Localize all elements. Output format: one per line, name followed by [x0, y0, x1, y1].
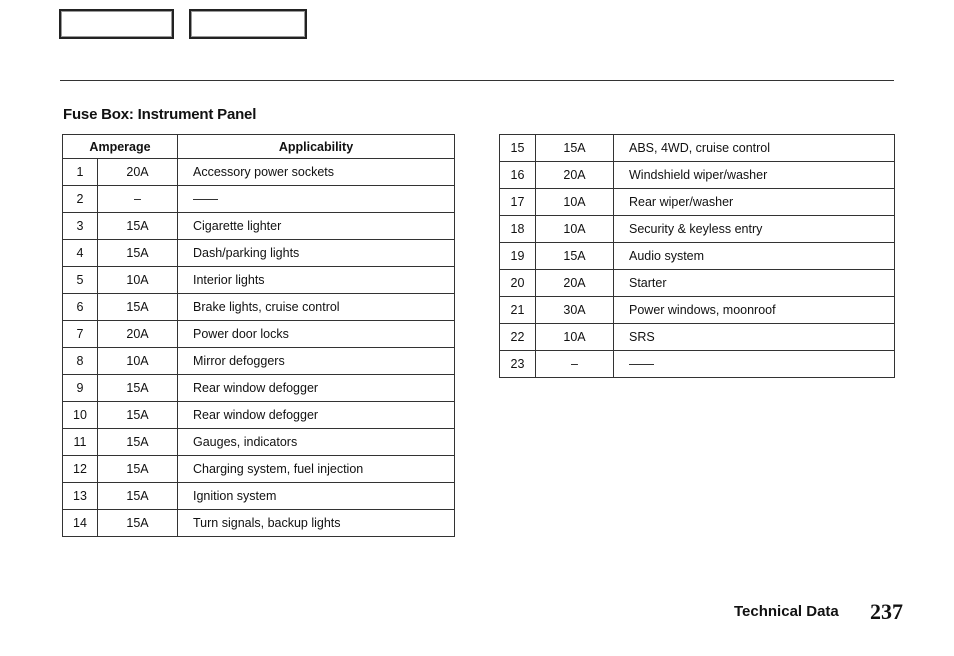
fuse-applicability: —— — [614, 351, 895, 378]
fuse-number: 2 — [63, 186, 98, 213]
table-row — [500, 216, 895, 243]
table-header-row — [63, 135, 455, 159]
fuse-number: 1 — [63, 159, 98, 186]
table-row — [500, 189, 895, 216]
fuse-applicability: Cigarette lighter — [178, 213, 455, 240]
table-row — [63, 213, 455, 240]
table-row — [63, 402, 455, 429]
fuse-number: 11 — [63, 429, 98, 456]
page-number: 237 — [870, 599, 903, 624]
nav-button-left[interactable] — [59, 9, 174, 39]
fuse-number: 16 — [500, 162, 536, 189]
fuse-number: 22 — [500, 324, 536, 351]
fuse-amperage: 15A — [98, 240, 178, 267]
fuse-applicability: ABS, 4WD, cruise control — [614, 135, 895, 162]
header-amperage: Amperage — [63, 135, 178, 159]
fuse-amperage: 15A — [98, 456, 178, 483]
fuse-applicability: Security & keyless entry — [614, 216, 895, 243]
fuse-number: 6 — [63, 294, 98, 321]
fuse-applicability: Power door locks — [178, 321, 455, 348]
fuse-applicability: SRS — [614, 324, 895, 351]
table-row — [500, 351, 895, 378]
table-row — [500, 270, 895, 297]
fuse-number: 5 — [63, 267, 98, 294]
fuse-number: 17 — [500, 189, 536, 216]
header-divider — [60, 80, 894, 81]
fuse-amperage: 15A — [536, 243, 614, 270]
fuse-applicability: Rear window defogger — [178, 402, 455, 429]
fuse-applicability: Rear wiper/washer — [614, 189, 895, 216]
fuse-amperage: 10A — [536, 216, 614, 243]
fuse-applicability: Charging system, fuel injection — [178, 456, 455, 483]
fuse-table-right — [499, 134, 895, 378]
table-row — [63, 267, 455, 294]
fuse-applicability: Audio system — [614, 243, 895, 270]
fuse-applicability: Rear window defogger — [178, 375, 455, 402]
fuse-amperage: – — [98, 186, 178, 213]
fuse-number: 8 — [63, 348, 98, 375]
fuse-number: 12 — [63, 456, 98, 483]
fuse-applicability: Interior lights — [178, 267, 455, 294]
fuse-number: 13 — [63, 483, 98, 510]
fuse-applicability: Mirror defoggers — [178, 348, 455, 375]
fuse-number: 7 — [63, 321, 98, 348]
fuse-applicability: Starter — [614, 270, 895, 297]
table-row — [63, 429, 455, 456]
fuse-number: 14 — [63, 510, 98, 537]
fuse-amperage: 20A — [98, 321, 178, 348]
table-row — [500, 135, 895, 162]
table-row — [500, 243, 895, 270]
fuse-number: 4 — [63, 240, 98, 267]
fuse-number: 20 — [500, 270, 536, 297]
fuse-amperage: 10A — [98, 348, 178, 375]
fuse-number: 18 — [500, 216, 536, 243]
fuse-applicability: Dash/parking lights — [178, 240, 455, 267]
table-row — [63, 240, 455, 267]
fuse-amperage: 15A — [98, 375, 178, 402]
header-applicability: Applicability — [178, 135, 455, 159]
table-row — [63, 348, 455, 375]
table-row — [63, 375, 455, 402]
fuse-number: 23 — [500, 351, 536, 378]
table-row — [500, 297, 895, 324]
fuse-number: 3 — [63, 213, 98, 240]
nav-button-right[interactable] — [189, 9, 307, 39]
table-row — [63, 483, 455, 510]
fuse-amperage: 10A — [536, 189, 614, 216]
table-row — [63, 456, 455, 483]
fuse-amperage: 15A — [98, 429, 178, 456]
fuse-amperage: 20A — [536, 162, 614, 189]
fuse-amperage: 15A — [98, 483, 178, 510]
table-row — [500, 324, 895, 351]
fuse-amperage: 15A — [98, 294, 178, 321]
fuse-amperage: 30A — [536, 297, 614, 324]
fuse-amperage: – — [536, 351, 614, 378]
fuse-amperage: 20A — [536, 270, 614, 297]
fuse-applicability: Windshield wiper/washer — [614, 162, 895, 189]
fuse-amperage: 15A — [536, 135, 614, 162]
fuse-applicability: Gauges, indicators — [178, 429, 455, 456]
fuse-amperage: 15A — [98, 402, 178, 429]
fuse-table-left — [62, 134, 455, 537]
fuse-applicability: Brake lights, cruise control — [178, 294, 455, 321]
fuse-number: 21 — [500, 297, 536, 324]
fuse-amperage: 10A — [98, 267, 178, 294]
fuse-applicability: —— — [178, 186, 455, 213]
table-row — [500, 162, 895, 189]
fuse-applicability: Accessory power sockets — [178, 159, 455, 186]
table-row — [63, 321, 455, 348]
fuse-applicability: Ignition system — [178, 483, 455, 510]
table-row — [63, 510, 455, 537]
fuse-number: 10 — [63, 402, 98, 429]
fuse-amperage: 15A — [98, 213, 178, 240]
fuse-number: 15 — [500, 135, 536, 162]
fuse-number: 9 — [63, 375, 98, 402]
fuse-amperage: 20A — [98, 159, 178, 186]
table-row — [63, 186, 455, 213]
section-title: Fuse Box: Instrument Panel — [63, 106, 257, 123]
fuse-amperage: 10A — [536, 324, 614, 351]
footer-section-title: Technical Data — [734, 603, 839, 620]
table-row — [63, 159, 455, 186]
fuse-number: 19 — [500, 243, 536, 270]
fuse-applicability: Turn signals, backup lights — [178, 510, 455, 537]
fuse-amperage: 15A — [98, 510, 178, 537]
table-row — [63, 294, 455, 321]
fuse-applicability: Power windows, moonroof — [614, 297, 895, 324]
